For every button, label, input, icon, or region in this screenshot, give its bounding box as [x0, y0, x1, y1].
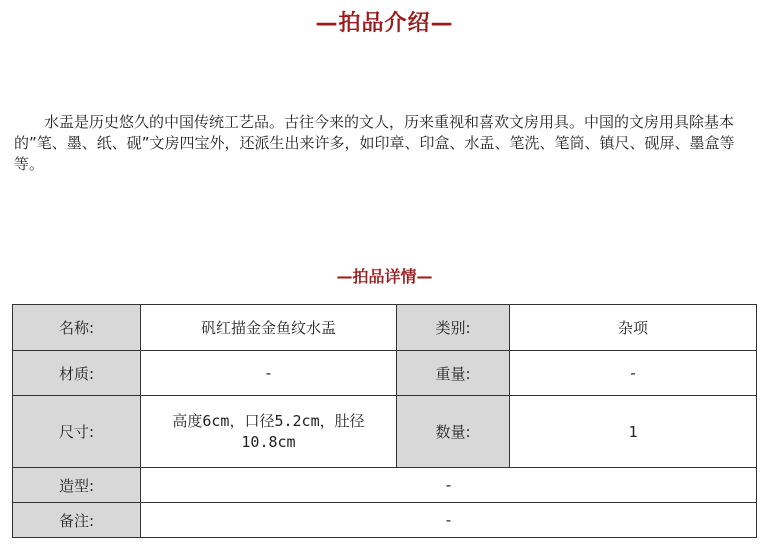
table-row-name: [13, 305, 757, 351]
category-value: 杂项: [510, 305, 757, 351]
size-value-line1: 高度6cm，口径5.2cm，肚径: [172, 411, 365, 430]
size-value-line2: 10.8cm: [241, 432, 296, 451]
remark-value: -: [141, 503, 757, 538]
material-label: 材质:: [13, 351, 141, 396]
table-row-size: [13, 396, 757, 468]
table-row-material: [13, 351, 757, 396]
name-label: 名称:: [13, 305, 141, 351]
weight-value: -: [510, 351, 757, 396]
table-row-shape: [13, 468, 757, 503]
name-value: 矾红描金金鱼纹水盂: [141, 305, 397, 351]
size-label: 尺寸:: [13, 396, 141, 468]
category-label: 类别:: [397, 305, 510, 351]
quantity-value: 1: [510, 396, 757, 468]
size-value: [141, 396, 397, 468]
shape-value: -: [141, 468, 757, 503]
material-value: -: [141, 351, 397, 396]
remark-label: 备注:: [13, 503, 141, 538]
table-row-remark: [13, 503, 757, 538]
details-section-title: —拍品详情—: [336, 267, 433, 286]
intro-section-title: —拍品介绍—: [315, 11, 454, 36]
details-table: [12, 304, 757, 538]
weight-label: 重量:: [397, 351, 510, 396]
intro-paragraph: 水盂是历史悠久的中国传统工艺品。古往今来的文人，历来重视和喜欢文房用具。中国的文房用具除基本的”笔、墨、纸、砚”文房四宝外，还派生出来许多，如印章、印盒、水盂、笔洗、笔筒、镇尺、砚屏、墨盒等等。: [14, 113, 735, 173]
shape-label: 造型:: [13, 468, 141, 503]
quantity-label: 数量:: [397, 396, 510, 468]
